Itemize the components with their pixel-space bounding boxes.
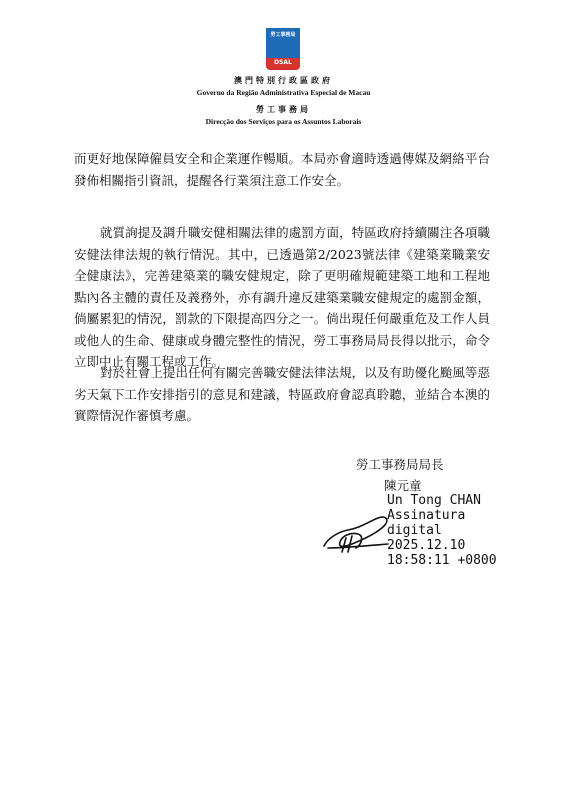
- dsal-logo: [266, 28, 300, 70]
- department-name-pt: Direcção dos Serviços para os Assuntos Laborais: [205, 117, 362, 126]
- logo-abbr: DSAL: [274, 59, 292, 66]
- handwritten-signature: [318, 508, 392, 556]
- logo-text: 勞工事務局: [270, 32, 296, 38]
- signer-name: 陳元童: [384, 478, 422, 493]
- body-paragraph-2: 就質詢提及調升職安健相關法律的處罰方面，特區政府持續關注各項職安健法律法規的執行情況。其中，已透過第2/2023號法律《建築業職業安全健康法》，完善建築業的職安健規定，除了更明確規範建築工地和工程地點內各主體的責任及義務外，亦有調升違反建築業職安健規定的處罰金額，倘屬累犯的情況，罰款的下限提高四分之一。倘出現任何嚴重危及工作人員或他人的生命、健康或身體完整性的情況，勞工事務局局長得以批示，命令立即中止有關工程或工作。: [74, 225, 490, 369]
- signer-title: 勞工事務局局長: [356, 457, 444, 472]
- government-name-pt: Governo da Região Administrativa Especial de Macau: [196, 88, 371, 97]
- government-name-zh: 澳門特別行政區政府: [234, 75, 333, 85]
- department-name-zh: 勞工事務局: [256, 104, 311, 114]
- body-paragraph-1: 而更好地保障僱員安全和企業運作暢順。本局亦會適時透過傳媒及網絡平台發佈相關指引資訊，提醒各行業須注意工作安全。: [74, 151, 490, 188]
- digital-signature-info: Un Tong CHAN Assinatura digital 2025.12.10 18:58:11 +0800: [387, 493, 497, 568]
- body-paragraph-3: 對於社會上提出任何有關完善職安健法律法規，以及有助優化颱風等惡劣天氣下工作安排指引的意見和建議，特區政府會認真聆聽，並結合本澳的實際情況作審慎考慮。: [74, 365, 490, 423]
